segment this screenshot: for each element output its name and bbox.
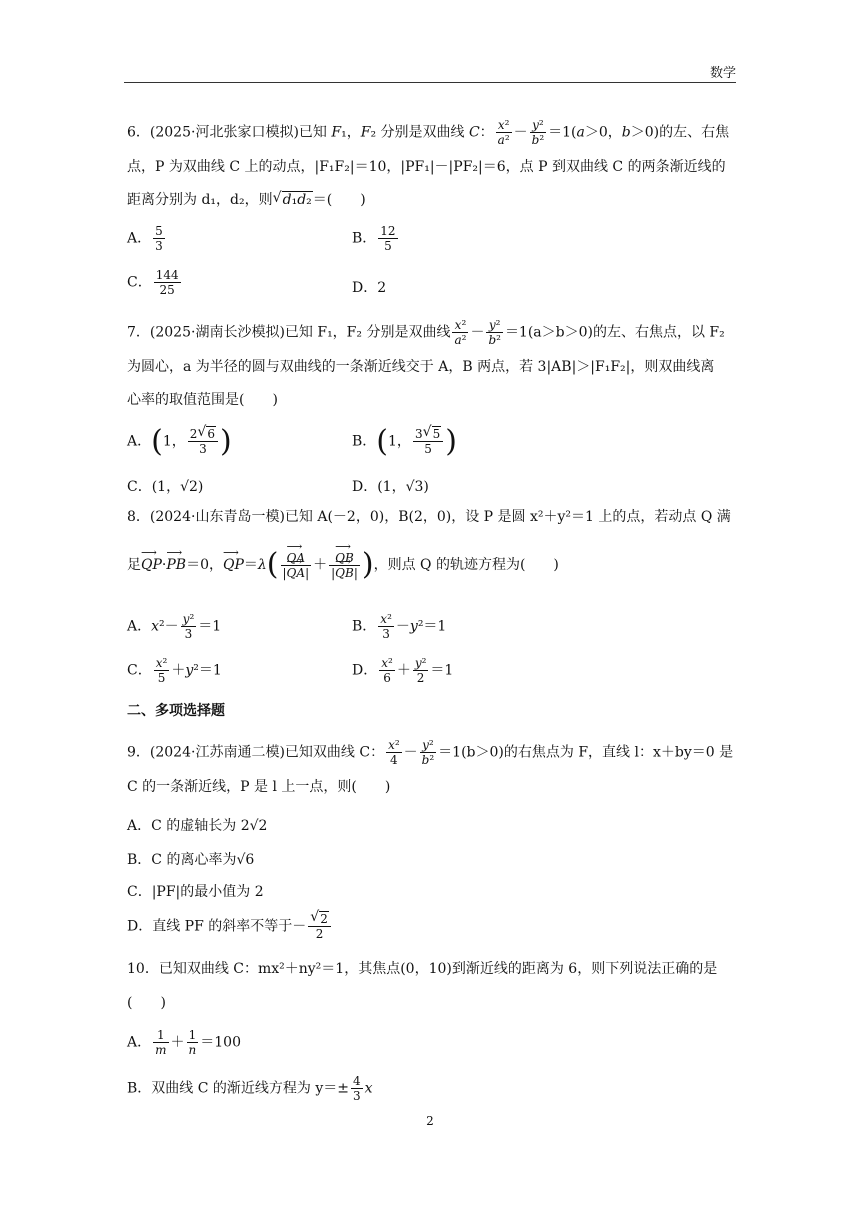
q8-option-b: B． $\frac{\text{x²}}{3}$ －y²＝1 [352, 612, 447, 641]
q8-option-a: A．x²－ $\frac{\text{y²}}{3}$ ＝1 [127, 612, 222, 641]
q7-line-1: 7．(2025·湖南长沙模拟)已知 F₁，F₂ 分别是双曲线 $\frac{\text{x²}}{\text{a²}}$ － $\frac{\text{y²}}{\text{b²}}$ ＝1(a＞b＞0)的左、右焦点，以 F₂ [127, 318, 725, 347]
q9-option-d: D．直线 PF 的斜率不等于－ √ $\frac{2}{2}$ [127, 912, 333, 941]
q10-option-a: A． $\frac{1}{m}$ ＋ $\frac{1}{n}$ ＝100 [127, 1028, 241, 1057]
q6-line-3: 距离分别为 d₁，d₂，则√ d₁d₂＝( ) [127, 193, 737, 207]
q6-option-b: B． $\frac{12}{5}$ [352, 224, 396, 253]
q9-option-b: B．C 的离心率为√6 [127, 852, 255, 868]
section-heading: 二、多项选择题 [127, 703, 225, 719]
page-number: 2 [426, 1114, 434, 1128]
q7-option-c: C．(1，√2) [127, 479, 204, 495]
subject-header: 数学 [709, 66, 736, 81]
q8-option-d: D． $\frac{\text{x²}}{6}$ ＋ $\frac{\text{y²}}{2}$ ＝1 [352, 656, 454, 685]
q6-option-d: D．2 [352, 280, 387, 296]
q7-line-2: 为圆心，a 为半径的圆与双曲线的一条渐近线交于 A，B 两点，若 3|AB|＞|F₁F₂|，则双曲线离 [127, 359, 715, 375]
q6-line-1: 6．(2025·河北张家口模拟)已知 F₁，F₂ 分别是双曲线 C： $\frac{\text{x²}}{\text{a²}}$ － $\frac{\text{y²}}{\text{b²}}$ ＝1(a＞0，b＞0)的左、右焦 [127, 118, 730, 147]
q9-line-1: 9．(2024·江苏南通二模)已知双曲线 C： $\frac{\text{x²}}{4}$ － $\frac{\text{y²}}{\text{b²}}$ ＝1(b＞0)的右焦点为 F，直线 l：x＋by＝0 是 [127, 738, 734, 767]
q7-option-d: D．(1，√3) [352, 479, 429, 495]
q10-line-1: 10．已知双曲线 C：mx²＋ny²＝1，其焦点(0，10)到渐近线的距离为 6，则下列说法正确的是 [127, 961, 718, 977]
q7-option-b: B．(1， $\frac{3√ 5}{5}$ ) [352, 424, 457, 459]
q6-line-2: 点，P 为双曲线 C 上的动点，|F₁F₂|＝10，|PF₁|－|PF₂|＝6，点 P 到双曲线 C 的两条渐近线的 [127, 159, 726, 175]
q10-option-b: B．双曲线 C 的渐近线方程为 y＝± $\frac{4}{3}$ x [127, 1074, 373, 1103]
q9-option-c: C．|PF|的最小值为 2 [127, 884, 264, 900]
q6-option-c: C． $\frac{144}{25}$ [127, 268, 179, 297]
q8-line-2: 足⟶ QP·⟶ PB＝0，⟶ QP＝λ( ⟶ $\frac{QA}{|⟶ QA|}$ ＋ ⟶ $\frac{QB}{|⟶ QB|}$ )，则点 Q 的轨迹方程为( ) [127, 550, 737, 580]
q7-option-a: A．(1， $\frac{2√ 6}{3}$ ) [127, 424, 232, 459]
q8-option-c: C． $\frac{\text{x²}}{5}$ ＋y²＝1 [127, 656, 222, 685]
q9-option-a: A．C 的虚轴长为 2√2 [127, 818, 268, 834]
q8-line-1: 8．(2024·山东青岛一模)已知 A(－2，0)，B(2，0)，设 P 是圆 x²＋y²＝1 上的点，若动点 Q 满 [127, 509, 731, 525]
q7-line-3: 心率的取值范围是( ) [127, 392, 278, 408]
header-rule [124, 82, 736, 83]
q10-line-2: ( ) [127, 995, 166, 1011]
q9-line-2: C 的一条渐近线，P 是 l 上一点，则( ) [127, 779, 391, 795]
q6-option-a: A． $\frac{5}{3}$ [127, 224, 163, 253]
